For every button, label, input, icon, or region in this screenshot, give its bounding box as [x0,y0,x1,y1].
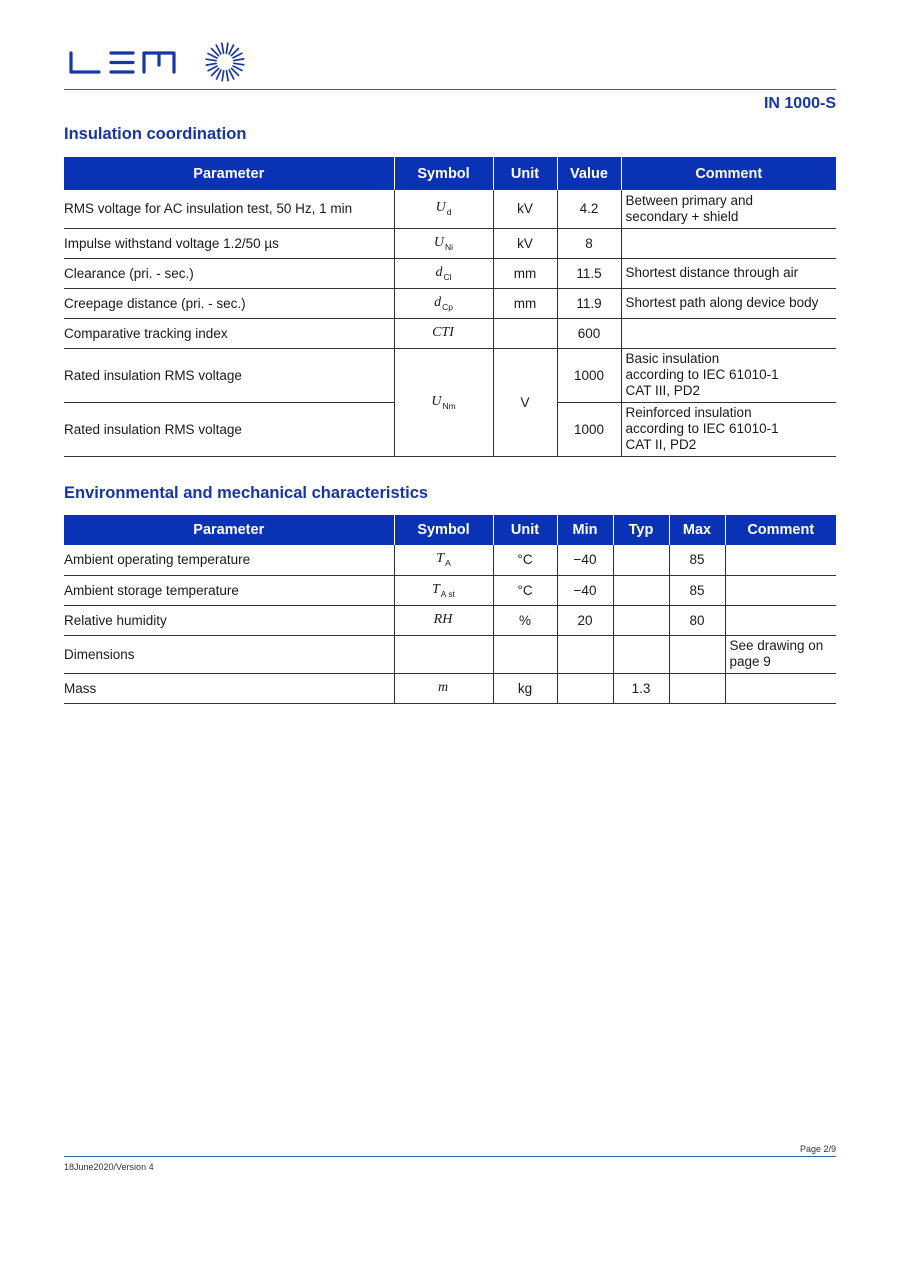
cell-comment [725,673,836,703]
cell-comment [725,605,836,635]
sunburst-icon [206,43,244,81]
environmental-header-row [64,515,836,545]
col-header-parameter: Parameter [64,157,394,190]
table-row [64,190,836,228]
cell-symbol: CTI [394,318,493,348]
table-row [64,635,836,673]
cell-comment: Reinforced insulation according to IEC 61010-1 CAT II, PD2 [621,402,836,456]
cell-max: 85 [669,575,725,605]
cell-symbol: RH [394,605,493,635]
cell-parameter: RMS voltage for AC insulation test, 50 Hz, 1 min [64,190,394,228]
cell-parameter: Rated insulation RMS voltage [64,402,394,456]
cell-parameter: Impulse withstand voltage 1.2/50 µs [64,228,394,258]
cell-unit: kV [493,190,557,228]
cell-parameter: Relative humidity [64,605,394,635]
cell-parameter: Creepage distance (pri. - sec.) [64,288,394,318]
col-header-symbol: Symbol [394,157,493,190]
cell-comment: Basic insulation according to IEC 61010-1 CAT III, PD2 [621,348,836,402]
table-row [64,673,836,703]
cell-symbol: $U_{Nm}$ [394,348,493,456]
cell-typ: 1.3 [613,673,669,703]
col-header-max: Max [669,515,725,545]
table-row [64,258,836,288]
table-row [64,575,836,605]
table-row [64,545,836,575]
cell-comment: Shortest path along device body [621,288,836,318]
insulation-section-title: Insulation coordination [64,125,247,143]
cell-comment: See drawing on page 9 [725,635,836,673]
footer-rule [64,1156,836,1157]
page-number: Page 2/9 [799,1144,836,1154]
cell-parameter: Clearance (pri. - sec.) [64,258,394,288]
cell-min: 20 [557,605,613,635]
cell-min [557,673,613,703]
cell-unit: kg [493,673,557,703]
col-header-value: Value [557,157,621,190]
col-header-typ: Typ [613,515,669,545]
col-header-symbol: Symbol [394,515,493,545]
cell-min [557,635,613,673]
sunburst-ray [206,59,216,61]
cell-min: −40 [557,575,613,605]
cell-comment [621,318,836,348]
cell-typ [613,605,669,635]
cell-unit: °C [493,545,557,575]
sunburst-ray [231,48,238,55]
lem-logo-graphic [64,40,254,86]
cell-comment [621,228,836,258]
cell-unit: kV [493,228,557,258]
cell-symbol: $T_A$ [394,545,493,575]
cell-symbol: $U_d$ [394,190,493,228]
table-row [64,605,836,635]
sunburst-ray [212,68,219,75]
lem-logo [64,40,254,86]
sunburst-ray [233,66,242,70]
cell-comment: Between primary and secondary + shield [621,190,836,228]
cell-unit [493,635,557,673]
cell-parameter: Mass [64,673,394,703]
cell-parameter: Comparative tracking index [64,318,394,348]
sunburst-ray [208,66,217,71]
sunburst-ray [234,63,244,64]
cell-unit: V [493,348,557,456]
cell-min: −40 [557,545,613,575]
sunburst-ray [208,53,217,57]
cell-value: 600 [557,318,621,348]
document-code: IN 1000-S [763,95,836,112]
cell-value: 1000 [557,402,621,456]
cell-symbol: m [394,673,493,703]
header-rule [64,89,836,90]
cell-max: 85 [669,545,725,575]
cell-unit: °C [493,575,557,605]
cell-symbol: $T_{A st}$ [394,575,493,605]
cell-unit [493,318,557,348]
cell-comment: Shortest distance through air [621,258,836,288]
table-row [64,288,836,318]
environmental-table [64,515,836,704]
sunburst-ray [226,43,228,53]
col-header-unit: Unit [493,157,557,190]
col-header-unit: Unit [493,515,557,545]
cell-comment [725,545,836,575]
cell-typ [613,545,669,575]
sunburst-ray [211,49,218,56]
insulation-table [64,157,836,457]
cell-typ [613,575,669,605]
environmental-section-title: Environmental and mechanical characteristics [64,484,429,502]
col-header-comment: Comment [725,515,836,545]
sunburst-ray [206,63,216,65]
sunburst-ray [231,68,238,75]
table-row [64,348,836,402]
cell-comment [725,575,836,605]
cell-max [669,635,725,673]
cell-symbol: $d_{Cl}$ [394,258,493,288]
sunburst-ray [216,45,221,54]
sunburst-ray [216,70,220,79]
cell-symbol [394,635,493,673]
version-label: 18June2020/Version 4 [64,1162,154,1172]
cell-max [669,673,725,703]
sunburst-ray [226,71,228,81]
cell-parameter: Rated insulation RMS voltage [64,348,394,402]
col-header-comment: Comment [621,157,836,190]
cell-max: 80 [669,605,725,635]
sunburst-ray [229,45,233,54]
cell-value: 4.2 [557,190,621,228]
sunburst-ray [229,70,234,79]
cell-value: 11.9 [557,288,621,318]
sunburst-ray [222,71,224,81]
table-row [64,318,836,348]
cell-value: 1000 [557,348,621,402]
cell-parameter: Ambient operating temperature [64,545,394,575]
cell-unit: % [493,605,557,635]
cell-value: 8 [557,228,621,258]
cell-unit: mm [493,258,557,288]
col-header-min: Min [557,515,613,545]
cell-parameter: Dimensions [64,635,394,673]
cell-typ [613,635,669,673]
sunburst-ray [222,43,224,53]
sunburst-ray [233,53,242,58]
insulation-header-row [64,157,836,190]
cell-parameter: Ambient storage temperature [64,575,394,605]
col-header-parameter: Parameter [64,515,394,545]
cell-unit: mm [493,288,557,318]
cell-symbol: $U_{Ni}$ [394,228,493,258]
table-row [64,228,836,258]
cell-value: 11.5 [557,258,621,288]
cell-symbol: $d_{Cp}$ [394,288,493,318]
sunburst-ray [234,59,244,61]
